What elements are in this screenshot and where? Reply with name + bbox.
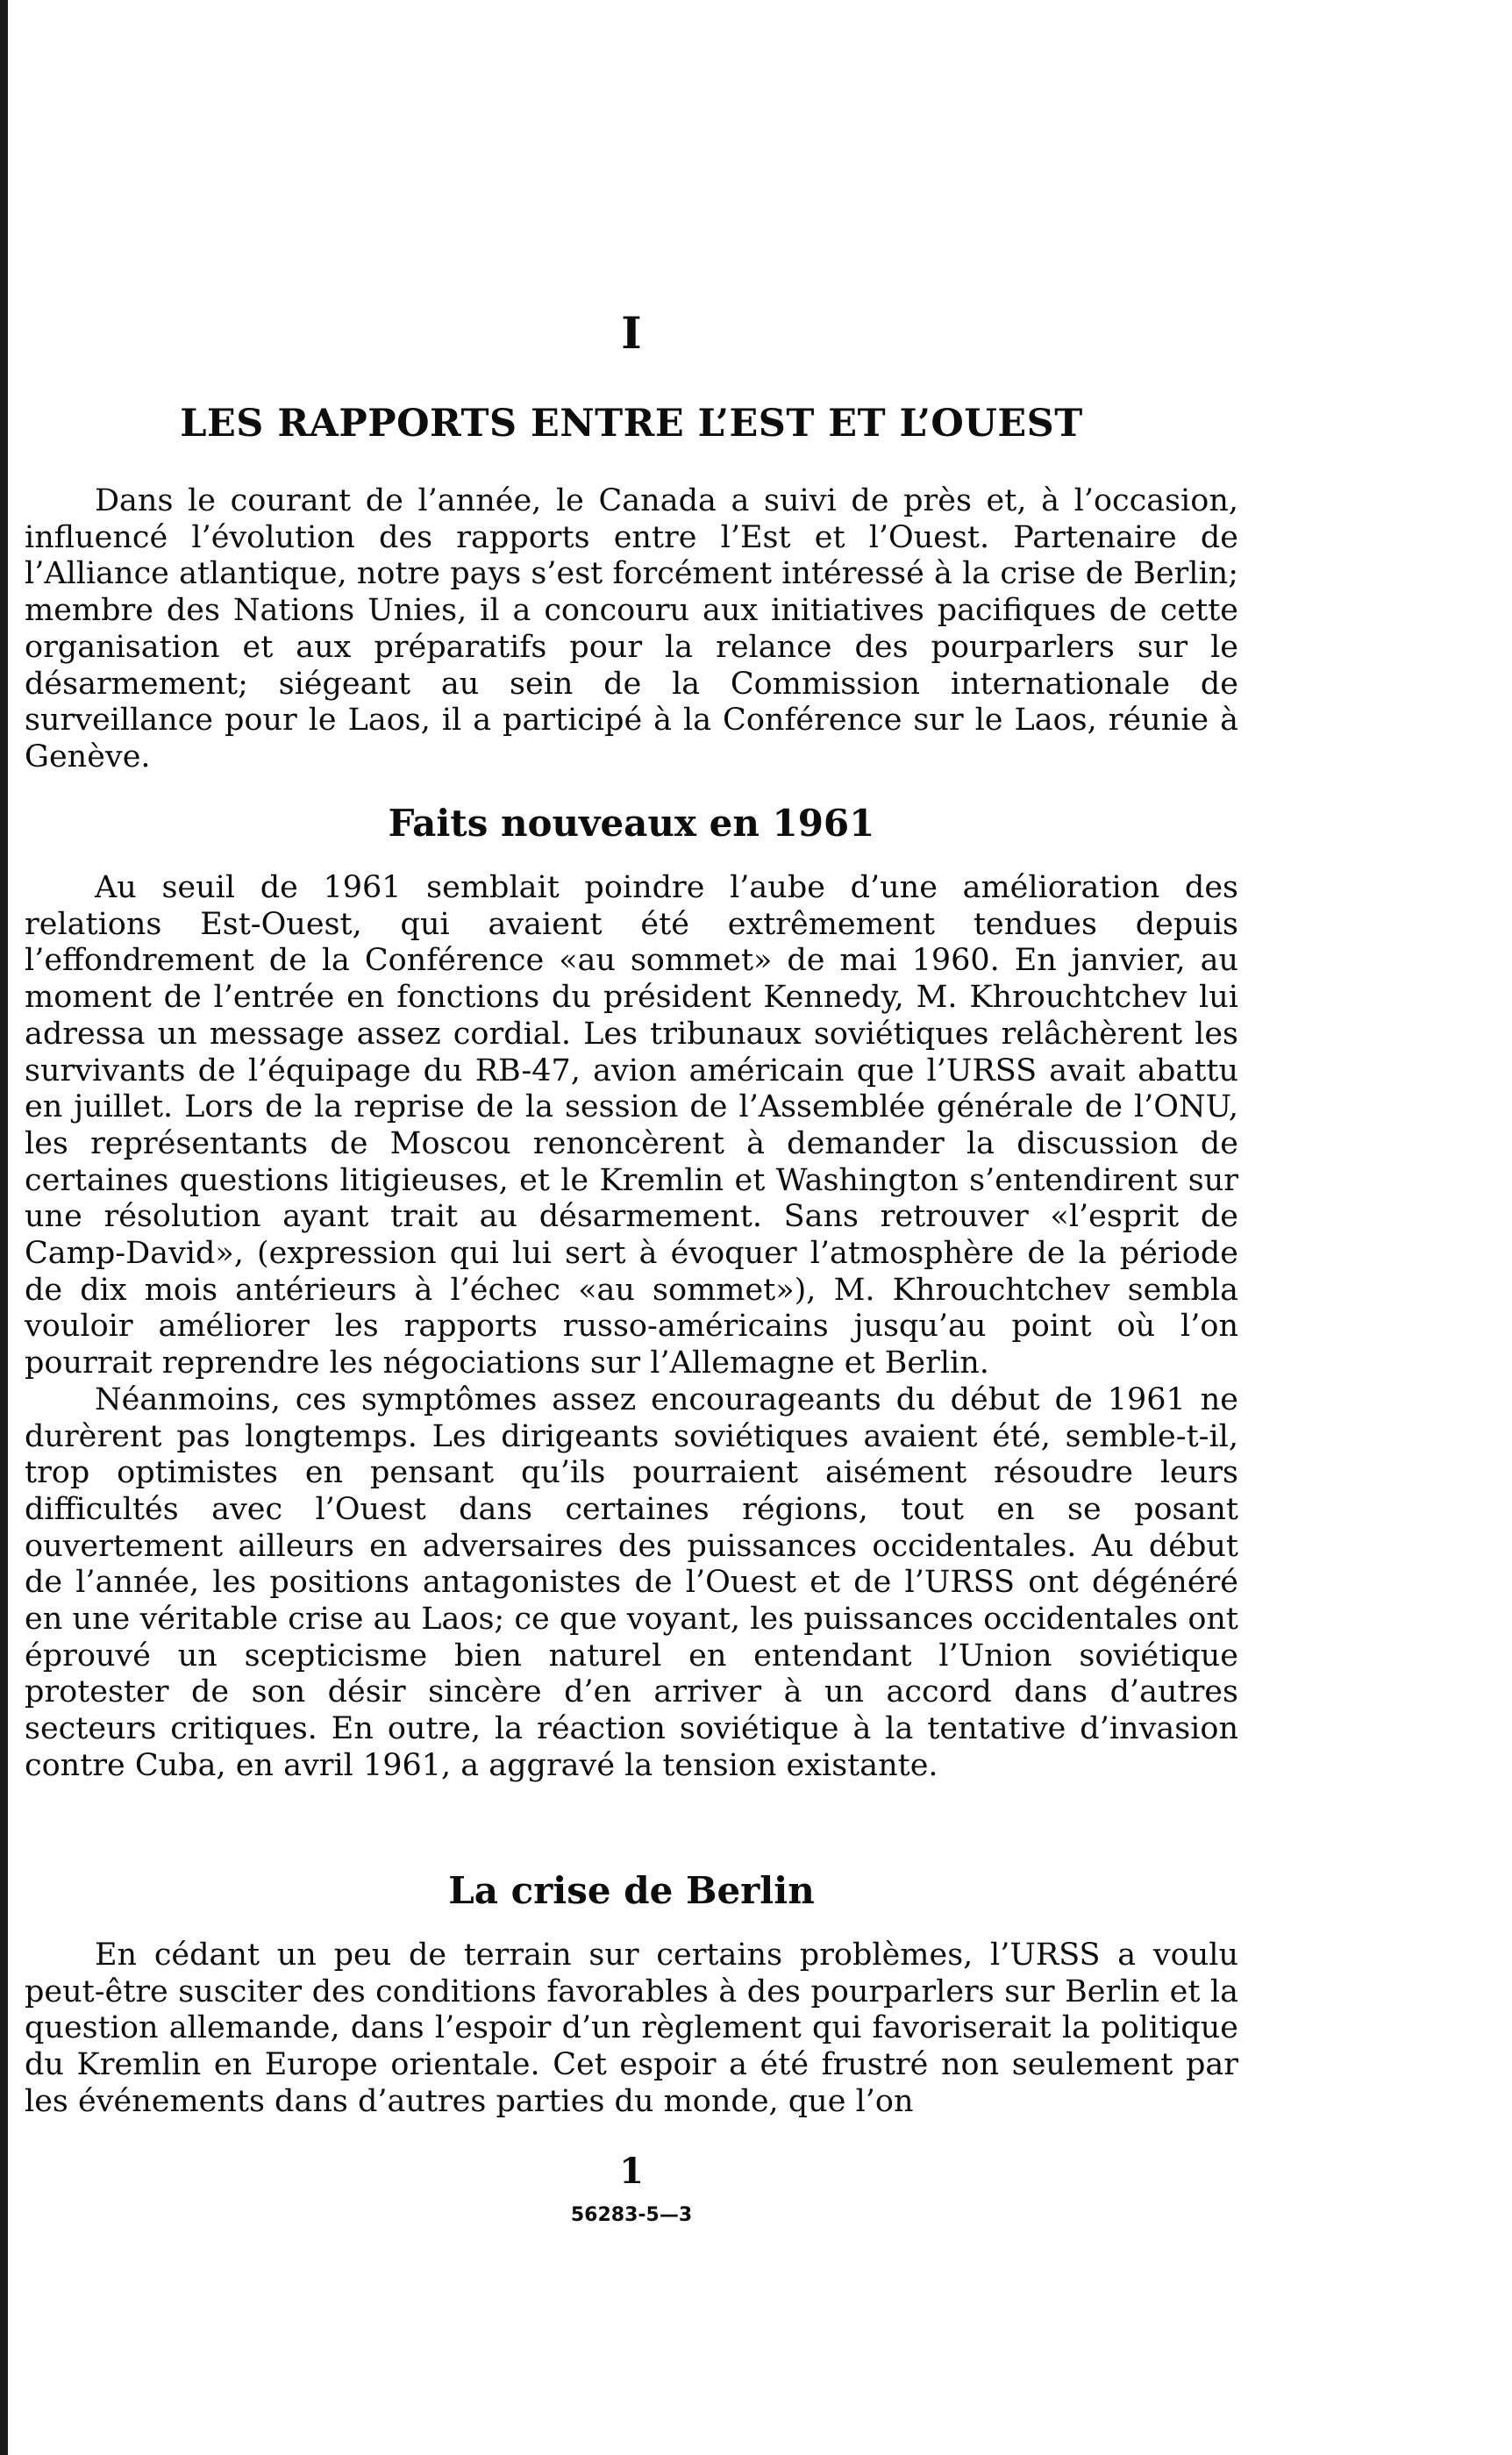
scan-binding-edge bbox=[0, 0, 8, 2455]
chapter-title: LES RAPPORTS ENTRE L’EST ET L’OUEST bbox=[180, 402, 1083, 446]
paragraph: Dans le courant de l’année, le Canada a suivi de près et, à l’occasion, influencé l’évolution des rapports entre l’Est et l’Ouest. Partenaire de l’Alliance atlantique, notre pays s’est forcément intéressé à la crise de Berlin; membre des Nations Unies, il a concouru aux initiatives pacifiques de cette organisation et aux préparatifs pour la relance des pourparlers sur le désarmement; siégeant au sein de la Commission internationale de surveillance pour le Laos, il a participé à la Conférence sur le Laos, réunie à Genève. bbox=[25, 483, 1238, 774]
page-number: 1 bbox=[619, 2151, 644, 2192]
intro-text bbox=[25, 483, 1238, 776]
print-code: 56283-5—3 bbox=[570, 2204, 693, 2226]
section-heading-crise-de-berlin: La crise de Berlin bbox=[448, 1869, 815, 1912]
paragraph: En cédant un peu de terrain sur certains problèmes, l’URSS a voulu peut-être susciter des conditions favorables à des pourparlers sur Berlin et la question allemande, dans l’espoir d’un règlement qui favoriserait la politique du Kremlin en Europe orientale. Cet espoir a été frustré non seulement par les événements dans d’autres parties du monde, que l’on bbox=[25, 1938, 1238, 2119]
chapter-number: I bbox=[621, 307, 642, 359]
paragraph: Néanmoins, ces symptômes assez encourageants du début de 1961 ne durèrent pas longtemps. Les dirigeants soviétiques avaient été, semble-t-il, trop optimistes en pensant qu’ils pourraient aisément résoudre leurs difficultés avec l’Ouest dans certaines régions, tout en se posant ouvertement ailleurs en adversaires des puissances occidentales. Au début de l’année, les positions antagonistes de l’Ouest et de l’URSS ont dégénéré en une véritable crise au Laos; ce que voyant, les puissances occidentales ont éprouvé un scepticisme bien naturel en entendant l’Union soviétique protester de son désir sincère d’en arriver à un accord dans d’autres secteurs critiques. En outre, la réaction soviétique à la tentative d’invasion contre Cuba, en avril 1961, a aggravé la tension existante. bbox=[25, 1381, 1238, 1783]
paragraph: Au seuil de 1961 semblait poindre l’aube d’une amélioration des relations Est-Ouest, qui avaient été extrêmement tendues depuis l’effondrement de la Conférence «au sommet» de mai 1960. En janvier, au moment de l’entrée en fonctions du président Kennedy, M. Khrouchtchev lui adressa un message assez cordial. Les tribunaux soviétiques relâchèrent les survivants de l’équipage du RB-47, avion américain que l’URSS avait abattu en juillet. Lors de la reprise de la session de l’Assemblée générale de l’ONU, les représentants de Moscou renoncèrent à demander la discussion de certaines questions litigieuses, et le Kremlin et Washington s’entendirent sur une résolution ayant trait au désarmement. Sans retrouver «l’esprit de Camp-David», (expression qui lui sert à évoquer l’atmosphère de la période de dix mois antérieurs à l’échec «au sommet»), M. Khrouchtchev sembla vouloir améliorer les rapports russo-américains jusqu’au point où l’on pourrait reprendre les négociations sur l’Allemagne et Berlin. bbox=[25, 870, 1238, 1381]
section-text-crise-de-berlin bbox=[25, 1938, 1238, 2121]
section-text-faits-nouveaux bbox=[25, 870, 1238, 1785]
section-heading-faits-nouveaux: Faits nouveaux en 1961 bbox=[388, 802, 875, 845]
document-page bbox=[25, 0, 1238, 2455]
